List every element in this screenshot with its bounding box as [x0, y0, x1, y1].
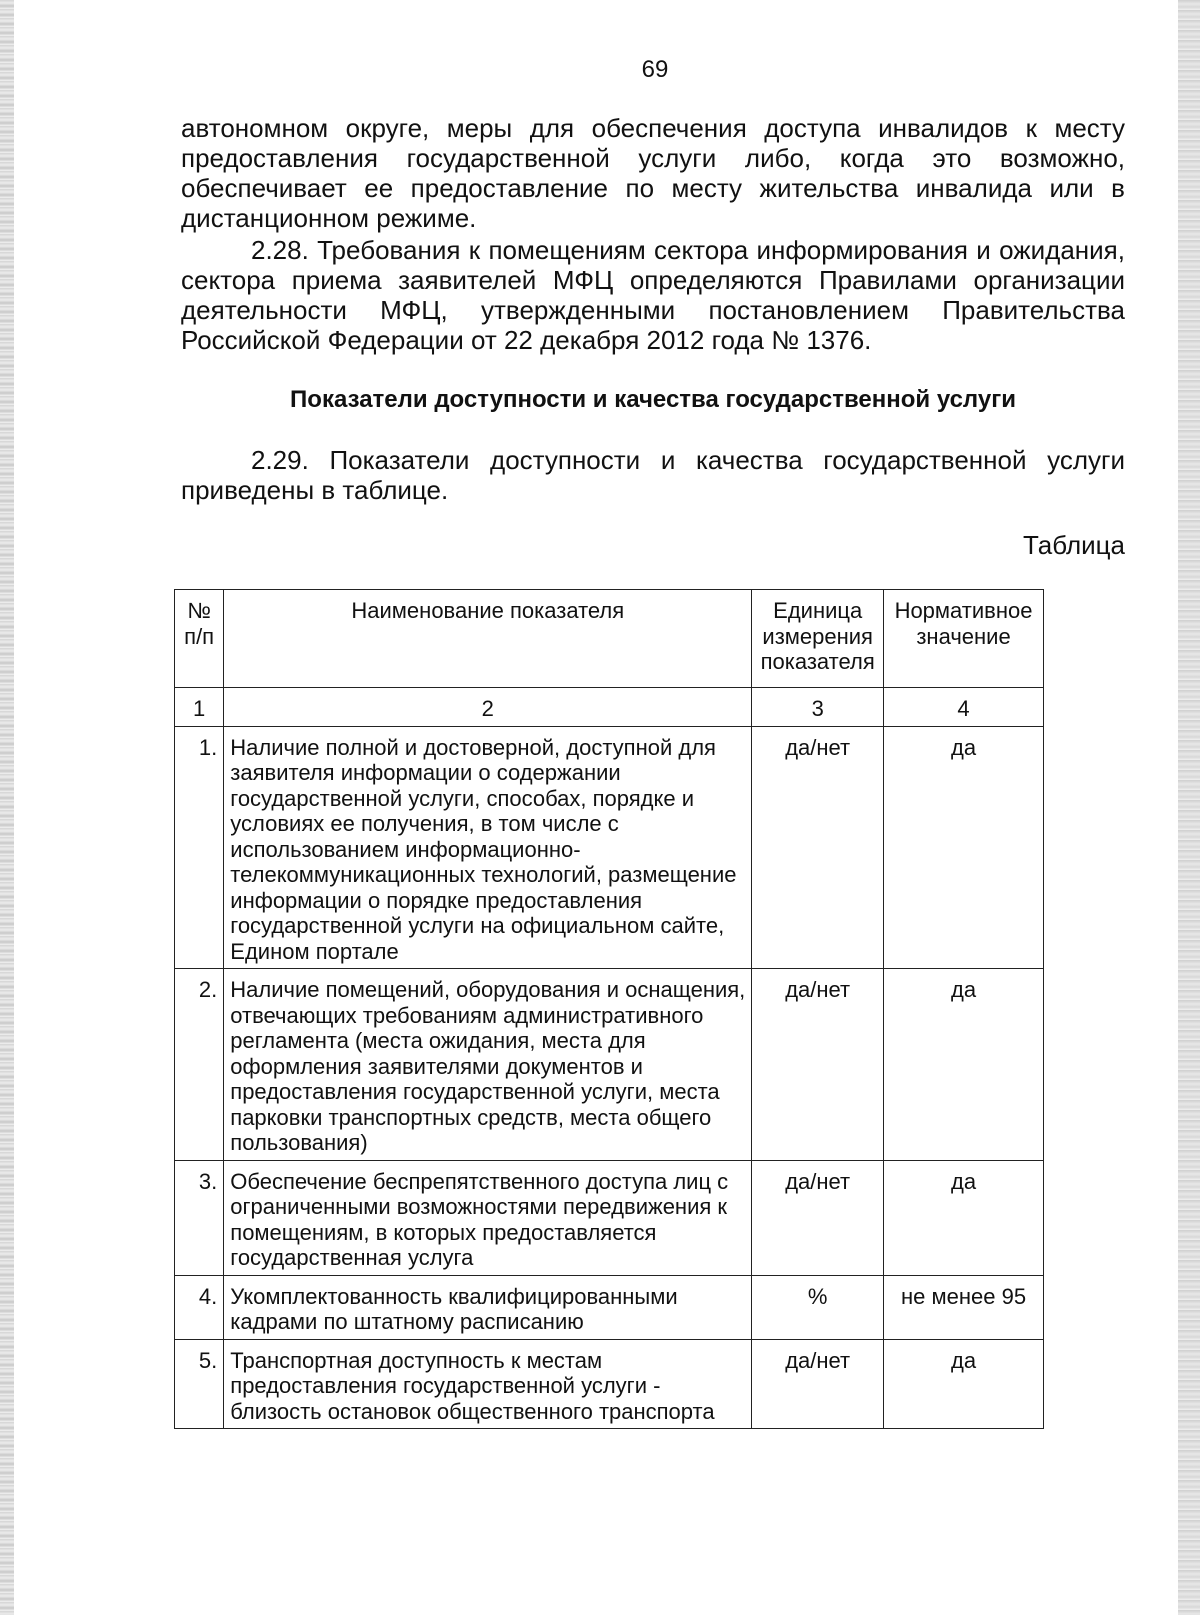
scan-edge-right	[1178, 0, 1200, 1615]
header-name: Наименование показателя	[224, 590, 752, 688]
row-name: Укомплектованность квалифицированными кадрами по штатному расписанию	[224, 1275, 752, 1339]
section-heading: Показатели доступности и качества государственной услуги	[290, 386, 1016, 413]
row-norm: да	[884, 726, 1044, 969]
row-norm: да	[884, 969, 1044, 1161]
paragraph-2-29: 2.29. Показатели доступности и качества государственной услуги приведены в таблице.	[181, 445, 1125, 505]
header-num: № п/п	[175, 590, 224, 688]
row-unit: да/нет	[752, 1339, 884, 1429]
row-num: 2.	[175, 969, 224, 1161]
row-num: 4.	[175, 1275, 224, 1339]
header-unit: Единица измерения показателя	[752, 590, 884, 688]
row-unit: да/нет	[752, 969, 884, 1161]
table-row	[175, 969, 1044, 1161]
indicators-table	[174, 589, 1044, 1429]
column-index-row	[175, 688, 1044, 727]
row-unit: %	[752, 1275, 884, 1339]
column-index: 1	[175, 688, 224, 727]
paragraph-continuation: автономном округе, меры для обеспечения доступа инвалидов к месту предоставления государственной услуги либо, когда это возможно, обеспечивает ее предоставление по месту жительства инвалида или в дистанционном режиме.	[181, 113, 1125, 233]
row-norm: да	[884, 1339, 1044, 1429]
table-header-row	[175, 590, 1044, 688]
table-row	[175, 726, 1044, 969]
paragraph-2-28: 2.28. Требования к помещениям сектора информирования и ожидания, сектора приема заявителей МФЦ определяются Правилами организации деятельности МФЦ, утвержденными постановлением Правительства Российской Федерации от 22 декабря 2012 года № 1376.	[181, 235, 1125, 355]
row-num: 3.	[175, 1160, 224, 1275]
column-index: 4	[884, 688, 1044, 727]
row-num: 5.	[175, 1339, 224, 1429]
row-unit: да/нет	[752, 726, 884, 969]
row-name: Наличие помещений, оборудования и оснащения, отвечающих требованиям административного регламента (места ожидания, места для оформления заявителями документов и предоставления государственной услуги, места парковки транспортных средств, места общего пользования)	[224, 969, 752, 1161]
row-name: Обеспечение беспрепятственного доступа лиц с ограниченными возможностями передвижения к помещениям, в которых предоставляется государственная услуга	[224, 1160, 752, 1275]
row-name: Наличие полной и достоверной, доступной для заявителя информации о содержании государственной услуги, способах, порядке и условиях ее получения, в том числе с использованием информационно-телекоммуникационных технологий, размещение информации о порядке предоставления государственной услуги на официальном сайте, Едином портале	[224, 726, 752, 969]
page-number: 69	[641, 56, 669, 83]
row-norm: да	[884, 1160, 1044, 1275]
row-norm: не менее 95	[884, 1275, 1044, 1339]
table-row	[175, 1339, 1044, 1429]
table-label: Таблица	[1023, 530, 1125, 560]
row-name: Транспортная доступность к местам предоставления государственной услуги - близость остановок общественного транспорта	[224, 1339, 752, 1429]
table-row	[175, 1160, 1044, 1275]
header-norm: Нормативное значение	[884, 590, 1044, 688]
scan-edge-left	[0, 0, 14, 1615]
row-unit: да/нет	[752, 1160, 884, 1275]
column-index: 2	[224, 688, 752, 727]
row-num: 1.	[175, 726, 224, 969]
table-row	[175, 1275, 1044, 1339]
column-index: 3	[752, 688, 884, 727]
